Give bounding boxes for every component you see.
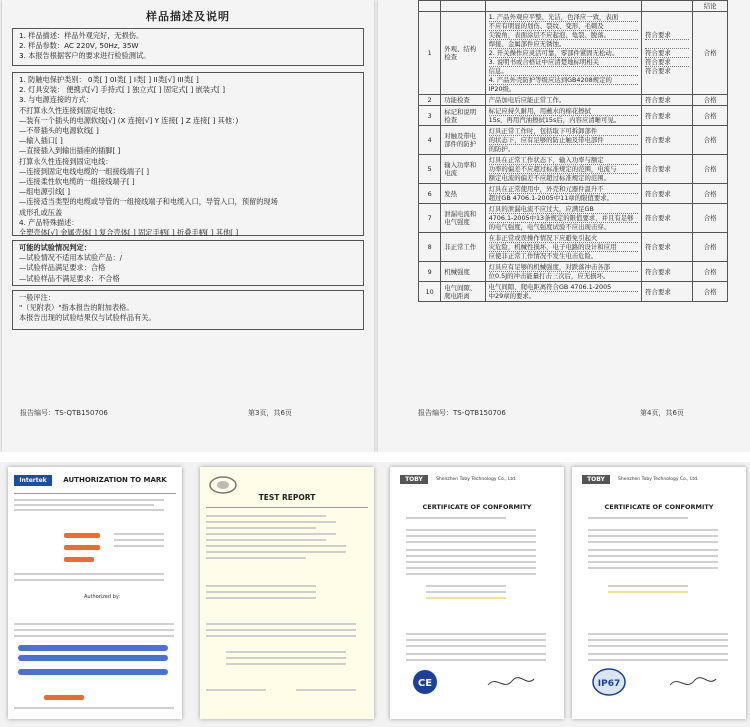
svg-text:CE: CE (417, 678, 433, 689)
test-item: 对触及带电部件的防护 (441, 126, 485, 155)
table-row (419, 262, 728, 282)
result-line: 符合要求 (645, 243, 671, 251)
redaction (64, 545, 100, 550)
test-result (642, 204, 693, 233)
table-row (419, 184, 728, 204)
result-line: 符合要求 (645, 111, 671, 120)
requirement-line: 不应有明显的划伤、裂纹、变形、毛刺及 (489, 22, 639, 31)
test-result (642, 106, 693, 126)
row-number: 3 (419, 106, 441, 126)
text-line: 1. 样品描述：样品外观完好，无损伤。 (19, 31, 144, 40)
ce-mark-icon (412, 669, 438, 695)
text-line: 2. 灯具安装： 便携式[√] 手持式[ ] 独立式[ ] 固定式[ ] 嵌装式[ ] (19, 85, 226, 95)
test-item: 标记和说明检查 (441, 106, 485, 126)
report-page-3 (2, 0, 374, 452)
text-line: —试验样品不满足要求：不合格 (19, 273, 120, 283)
text-line: —连接到固定电线电缆的一组接线端子[ ] (19, 166, 150, 176)
result-line: 符合要求 (645, 49, 689, 58)
ip67-mark-icon (592, 667, 626, 697)
test-result (642, 184, 693, 204)
sample-description-box (12, 28, 364, 66)
test-item: 机械强度 (441, 262, 485, 282)
table-row (419, 282, 728, 302)
requirement-line: 超过GB 4706.1-2005中11章的限值要求。 (488, 194, 613, 202)
row-number: 8 (419, 233, 441, 262)
result-line: 符合要求 (645, 67, 671, 75)
requirement-line: 中29章的要求。 (488, 292, 536, 300)
text-line: —试验样品满足要求：合格 (19, 263, 106, 273)
test-result (642, 262, 693, 282)
sample-spec-box (12, 72, 364, 236)
requirement-line: 2. 开关操作应灵活可靠，零部件紧固无松动。 (489, 49, 639, 58)
requirement-line: 功率的偏差不应超过标准规定的范围，电流与 (489, 165, 639, 174)
requirement-line: 的状态下，应有足够的防止触及带电部件 (489, 136, 639, 145)
text-line: 3. 本报告根据客户的要求进行检验测试。 (19, 51, 151, 61)
test-results-table (418, 0, 728, 302)
row-number: 2 (419, 95, 441, 106)
test-result (642, 233, 693, 262)
test-item: 发热 (441, 184, 485, 204)
test-requirement (485, 184, 642, 204)
conclusion: 合格 (693, 95, 728, 106)
requirement-line: 灯具在正常工作状态下，输入功率与额定 (489, 156, 639, 165)
text-line: —直接插入到输出插座的插脚[ ] (19, 146, 121, 156)
requirement-line: 4. 产品外壳防护等级应达到GB4208规定的 (489, 76, 639, 85)
test-result (642, 95, 693, 106)
requirement-line: 额定电流的偏差不应超过标准规定的范围。 (488, 174, 611, 182)
result-line: 符合要求 (645, 287, 671, 296)
page-number: 第3页，共6页 (248, 409, 292, 417)
result-line: 符合要求 (645, 31, 689, 40)
table-row (419, 126, 728, 155)
text-line: 本报告出现的试验结果仅与试验样品有关。 (19, 313, 156, 323)
intertek-logo: Intertek (14, 475, 52, 486)
page-number: 第4页，共6页 (640, 409, 684, 417)
text-line: 1. 防触电保护类别： 0类[ ] 0I类[ ] I类[ ] II类[√] III类[ ] (19, 75, 199, 84)
test-item: 电气间隙、爬电距离 (441, 282, 485, 302)
requirement-line: 电气间隙、爬电距离符合GB 4706.1-2005 (489, 283, 639, 292)
text-line: 打算永久性连接到固定电线： (19, 156, 113, 166)
table-header-row (419, 1, 728, 12)
requirement-line: 1. 产品外观应平整、光洁，色泽应一致，表面 (489, 13, 639, 22)
text-line: 2. 样品参数：AC 220V, 50Hz, 35W (19, 41, 139, 51)
report-number: 报告编号：TS-QTB150706 (20, 409, 108, 417)
cert-title: TEST REPORT (258, 493, 316, 502)
requirement-line: 4706.1-2005中13条规定的限值要求，并且有足够 (489, 214, 639, 223)
result-line: 符合要求 (645, 189, 671, 198)
requirement-line: 灯具应有足够的机械强度，对跌落冲击各部 (489, 263, 639, 272)
requirement-line: 灯具在正常使用中，外壳和元器件温升不 (489, 185, 639, 194)
result-line: 符合要求 (645, 58, 689, 67)
company-name: Shenzhen Toby Technology Co., Ltd. (436, 477, 517, 482)
signature-icon (668, 673, 718, 691)
redaction (64, 533, 100, 538)
table-row (419, 233, 728, 262)
toby-logo: TOBY (400, 475, 428, 484)
requirement-line: IP20级。 (488, 85, 516, 93)
test-requirement (485, 155, 642, 184)
table-row (419, 155, 728, 184)
test-verdict-box (12, 240, 364, 286)
requirement-line: 灯具正常工作时，包括取下可拆卸部件 (489, 127, 639, 136)
requirement-line: 灾危险，机械性损坏，电子电路的设计和应用 (489, 243, 639, 252)
test-result (642, 12, 693, 95)
text-line: —输入插口[ ] (19, 136, 63, 146)
text-line: 全塑壳体[√] 金属壳体[ ] 复合壳体[ ] 固定手柄[ ] 折叠手柄[ ] 其他[ ] (19, 228, 239, 238)
conclusion: 合格 (693, 12, 728, 95)
row-number: 7 (419, 204, 441, 233)
result-line (645, 40, 689, 49)
text-line: —组电源引线[ ] (19, 187, 71, 197)
table-row (419, 204, 728, 233)
text-line: 一般评注： (19, 293, 55, 302)
text-line: —连接适当类型的电缆或导管的一组接线端子和电缆入口，导管入口，预留的现场 (19, 197, 278, 207)
text-line: —连接柔性软电缆的一组接线端子[ ] (19, 177, 135, 187)
test-lab-logo-icon (208, 475, 238, 495)
toby-logo: TOBY (582, 475, 610, 484)
sample-description-title: 样品描述及说明 (146, 10, 230, 23)
requirement-line: 位0.5J的冲击能量打击三次后，应无损坏。 (488, 272, 610, 280)
report-page-4 (378, 0, 750, 452)
conclusion: 合格 (693, 126, 728, 155)
requirement-line: 信息。 (489, 67, 639, 76)
test-requirement (485, 204, 642, 233)
text-line: 可能的试验情况判定： (19, 243, 91, 252)
toby-ce-certificate (390, 467, 564, 719)
conclusion: 合格 (693, 204, 728, 233)
result-line: 符合要求 (645, 214, 671, 222)
row-number: 4 (419, 126, 441, 155)
conclusion: 合格 (693, 262, 728, 282)
text-line: 3. 与电源连接的方式： (19, 95, 93, 105)
text-line: 4. 产品特殊描述： (19, 217, 79, 227)
separator (0, 452, 750, 462)
row-number: 5 (419, 155, 441, 184)
test-item: 输入功率和电流 (441, 155, 485, 184)
test-requirement (485, 12, 642, 95)
test-requirement (485, 95, 642, 106)
requirement-line: 焊接、金属部件应无锈蚀。 (489, 40, 639, 49)
cert-title: AUTHORIZATION TO MARK (63, 476, 167, 484)
result-line: 符合要求 (645, 136, 671, 144)
text-line: —试验情况不适用本试验产品：/ (19, 253, 123, 263)
text-line: —不带插头的电源软线[ ] (19, 126, 99, 136)
requirement-line: 灯具的泄漏电流不应过大，应满足GB (489, 205, 639, 214)
conclusion: 合格 (693, 106, 728, 126)
svg-text:IP67: IP67 (597, 679, 621, 689)
requirement-line: 15s，再用汽油擦拭15s后，内容应清晰可见。 (488, 116, 621, 124)
test-item: 外观、结构检查 (441, 12, 485, 95)
company-name: Shenzhen Toby Technology Co., Ltd. (618, 477, 699, 482)
general-remarks-box (12, 290, 364, 330)
result-line: 符合要求 (645, 267, 671, 276)
intertek-authorization-certificate (8, 467, 182, 719)
requirement-line: 标记应持久耐用，用蘸水的棉花擦拭 (489, 107, 639, 116)
test-item: 泄漏电流和电气强度 (441, 204, 485, 233)
redaction (44, 695, 84, 700)
cert-title: CERTIFICATE OF CONFORMITY (422, 503, 532, 511)
signature-icon (486, 673, 536, 691)
table-row (419, 95, 728, 106)
table-row (419, 106, 728, 126)
conclusion: 合格 (693, 155, 728, 184)
toby-ip67-certificate (572, 467, 746, 719)
test-requirement (485, 106, 642, 126)
test-report-certificate (200, 467, 374, 719)
test-item: 非正常工作 (441, 233, 485, 262)
test-result (642, 282, 693, 302)
requirement-line: 3. 说明书或合格证中应清楚地标明相关 (489, 58, 639, 67)
text-line: 不打算永久性连接到固定电线： (19, 105, 120, 115)
cert-title: CERTIFICATE OF CONFORMITY (604, 503, 714, 511)
text-line: 成形孔或压盖 (19, 207, 63, 217)
report-number: 报告编号：TS-QTB150706 (418, 409, 506, 417)
authorized-by-label: Authorized by: (84, 594, 121, 600)
redaction (18, 669, 168, 675)
row-number: 10 (419, 282, 441, 302)
conclusion-header: 结论 (693, 1, 728, 12)
test-item: 功能检查 (441, 95, 485, 106)
requirement-line: 应使非正常工作情况不发生电击危险。 (488, 252, 598, 260)
text-line: "（见附表）"指本报告的附加表格。 (19, 303, 134, 313)
test-result (642, 155, 693, 184)
text-line: —装有一个插头的电源软线[√] (X 连接[√] Y 连接[ ] Z 连接[ ] 其他：) (19, 115, 239, 125)
conclusion: 合格 (693, 184, 728, 204)
test-result (642, 126, 693, 155)
test-requirement (485, 126, 642, 155)
requirement-line: 产品加电后应能正常工作。 (488, 96, 566, 104)
redaction (18, 655, 168, 661)
result-line: 符合要求 (645, 165, 671, 173)
requirement-line: 的防护。 (488, 145, 515, 153)
requirement-line: 的电气强度，电气强度试验不应出现击穿。 (488, 223, 611, 231)
requirement-line: 尖锐角，表面涂层不应起泡、龟裂、脱落。 (489, 31, 639, 40)
redaction (18, 645, 168, 651)
test-requirement (485, 262, 642, 282)
conclusion: 合格 (693, 282, 728, 302)
row-number: 6 (419, 184, 441, 204)
conclusion: 合格 (693, 233, 728, 262)
table-row (419, 12, 728, 95)
row-number: 9 (419, 262, 441, 282)
test-requirement (485, 282, 642, 302)
result-line: 符合要求 (645, 96, 671, 104)
requirement-line: 在非正常或误操作情况下应避免引起火 (489, 234, 639, 243)
row-number: 1 (419, 12, 441, 95)
test-requirement (485, 233, 642, 262)
redaction (64, 557, 94, 562)
